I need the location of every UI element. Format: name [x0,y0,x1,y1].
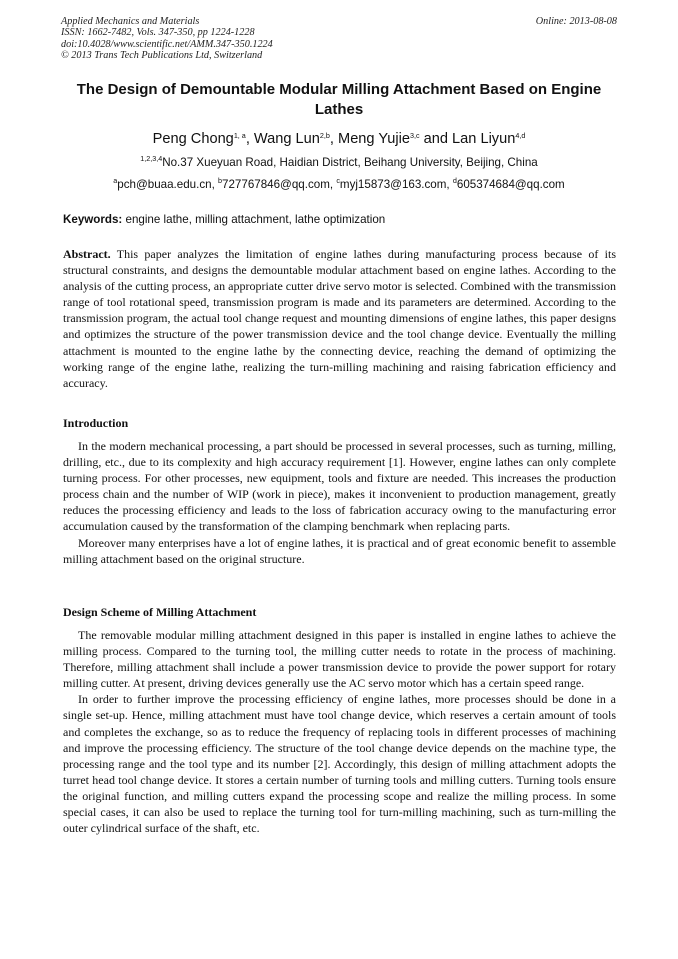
author-name: Meng Yujie [338,131,410,147]
author-superscript: 1, a [233,131,246,140]
email-superscript: a [113,176,118,185]
author-name: Lan Liyun [452,131,516,147]
keywords-text: engine lathe, milling attachment, lathe optimization [125,213,386,226]
paragraph: Moreover many enterprises have a lot of engine lathes, it is practical and of great economic benefit to assemble milling attachment based on the original structure. [63,535,616,566]
online-date: Online: 2013-08-08 [535,16,617,27]
email-address: myj15873@163.com [339,178,447,191]
author-superscript: 2,b [319,131,330,140]
author-separator: , [245,131,254,147]
abstract [63,246,616,391]
paragraph: The removable modular milling attachment designed in this paper is installed in engine lathes to achieve the milling process. Compared to the turning tool, the milling cutter needs to rotate in the process of machining. Therefore, milling attachment shall include a power transmission device to provide the power support for rotary milling cutter. At present, driving devices generally use the AC servo motor which has a certain speed range. [63,628,616,691]
author-superscript: 4,d [515,131,526,140]
author-name: Wang Lun [253,131,320,147]
affiliation [61,156,617,170]
journal-name: Applied Mechanics and Materials [61,16,200,27]
journal-header [61,16,617,62]
design-scheme-body [63,627,616,836]
affiliation-text: No.37 Xueyuan Road, Haidian District, Beihang University, Beijing, China [162,156,538,169]
author-superscript: 3,c [409,131,420,140]
paper-title: The Design of Demountable Modular Milling Attachment Based on Engine Lathes [76,81,602,118]
author-separator: and [419,131,453,147]
section-heading-introduction: Introduction [63,416,129,430]
keywords-label: Keywords: [63,213,123,226]
email-separator: , [211,178,219,191]
email-separator: , [446,178,453,191]
email-superscript: b [218,176,223,185]
email-superscript: c [336,176,340,185]
keywords [63,213,617,227]
email-list [61,178,617,192]
author-name: Peng Chong [152,131,234,147]
issn-line: ISSN: 1662-7482, Vols. 347-350, pp 1224-1228 [61,27,255,39]
affiliation-superscript: 1,2,3,4 [140,154,163,163]
introduction-body [63,438,616,567]
email-separator: , [329,178,337,191]
author-separator: , [329,131,339,147]
copyright-line: © 2013 Trans Tech Publications Ltd, Switzerland [61,50,263,62]
author-list [61,130,617,148]
abstract-text: This paper analyzes the limitation of engine lathes during manufacturing process because of its structural constraints, and designs the demountable modular attachment based on engine lathes. According to the analysis of the cutting process, an appropriate cutter drive servo motor is selected. Combined with the transmission range of tool rotational speed, transmission program is made and its parameters are determined. According to the transmission program, the actual tool change request and mounting dimensions of engine lathes, this paper designs and optimizes the structure of the power transmission device and the tool change device. Eventually the milling attachment is mounted to the engine lathe by the connecting device, reaching the demand of optimizing the working range of the engine lathe, realizing the turn-milling machining and raising fabrication efficiency and accuracy. [63,247,617,390]
paragraph: In order to further improve the processing efficiency of engine lathes, more processes should be done in a single set-up. Hence, milling attachment must have tool change device, which reserves a certain amount of tools and completes the exchange, so as to reduce the frequency of replacing tools in different processes of machining and improve the processing efficiency. The structure of the tool change device depends on the machine type, the processing range and the tool type and its number [2]. Accordingly, this design of milling attachment adopts the turret head tool change device. It stores a certain number of turning tools and milling cutters. Turning tools ensure the original function, and milling cutters expand the processing scope and realize the milling process. In some special cases, it can also be used to replace the turning tool for turn-milling machining, such as turn-milling the outer cylindrical surface of the shaft, etc. [63,692,616,836]
abstract-label: Abstract. [63,247,111,261]
doi-line: doi:10.4028/www.scientific.net/AMM.347-350.1224 [61,38,273,50]
section-heading-design-scheme: Design Scheme of Milling Attachment [63,605,257,619]
email-superscript: d [452,176,457,185]
email-address: pch@buaa.edu.cn [117,178,212,191]
paragraph: In the modern mechanical processing, a part should be processed in several processes, such as turning, milling, drilling, etc., due to its complexity and high accuracy requirement [1]. However, engine lathes can only complete turning process. For other processes, new equipment, tools and fixture are needed. This increases the production process chain and the number of WIP (work in piece), makes it inconvenient to production management, greatly reduces the processing efficiency and leads to the loss of fabrication accuracy owing to the manufacturing error accumulation caused by the transformation of the clamping benchmark when replacing parts. [63,439,616,534]
email-address: 605374684@qq.com [456,178,565,191]
email-address: 727767846@qq.com [222,178,330,191]
